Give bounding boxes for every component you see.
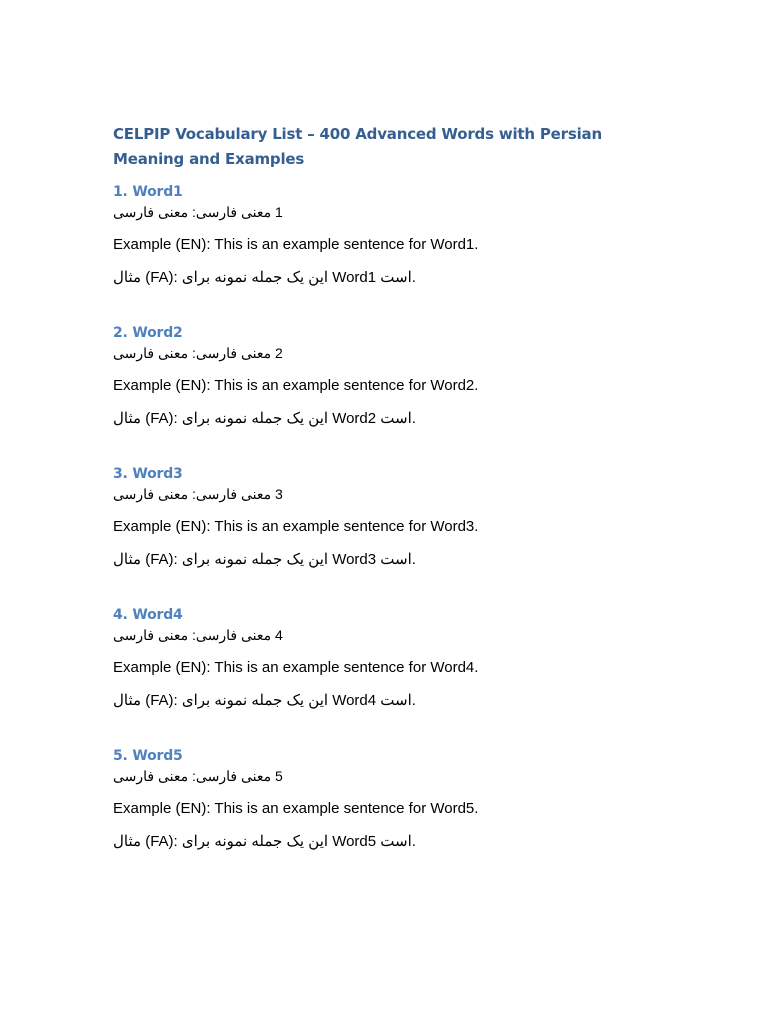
example-persian-label: مثال (FA):: [113, 551, 178, 568]
entry-example-english: Example (EN): This is an example sentence for Word3.: [113, 518, 479, 535]
entry-heading: 4. Word4: [113, 607, 183, 623]
entry-persian-meaning: 5 معنی فارسی: معنی فارسی: [113, 768, 283, 784]
entry-example-persian: [113, 690, 673, 712]
entry-heading: 2. Word2: [113, 325, 183, 341]
entry-example-persian: [113, 408, 673, 430]
entry-persian-meaning: 2 معنی فارسی: معنی فارسی: [113, 345, 283, 361]
entry-example-persian: [113, 831, 673, 853]
example-persian-label: مثال (FA):: [113, 692, 178, 709]
example-persian-label: مثال (FA):: [113, 269, 178, 286]
document-title: CELPIP Vocabulary List – 400 Advanced Words with Persian Meaning and Examples: [113, 125, 602, 168]
entry-heading: 5. Word5: [113, 748, 183, 764]
entry-heading: 3. Word3: [113, 466, 183, 482]
vocab-entry: [113, 324, 673, 430]
vocab-entry: [113, 606, 673, 712]
example-persian-text: این یک جمله نمونه برای Word1 است.: [181, 269, 416, 286]
entry-persian-meaning: 3 معنی فارسی: معنی فارسی: [113, 486, 283, 502]
example-persian-text: این یک جمله نمونه برای Word4 است.: [181, 692, 416, 709]
entry-heading: 1. Word1: [113, 184, 183, 200]
entry-example-english: Example (EN): This is an example sentence for Word4.: [113, 659, 479, 676]
example-persian-text: این یک جمله نمونه برای Word3 است.: [181, 551, 416, 568]
example-persian-label: مثال (FA):: [113, 833, 178, 850]
entry-example-persian: [113, 267, 673, 289]
document-page: [113, 122, 673, 888]
vocab-entry: [113, 747, 673, 853]
vocab-entry: [113, 465, 673, 571]
entry-example-english: Example (EN): This is an example sentence for Word2.: [113, 377, 479, 394]
entry-example-persian: [113, 549, 673, 571]
entry-persian-meaning: 4 معنی فارسی: معنی فارسی: [113, 627, 283, 643]
entry-example-english: Example (EN): This is an example sentence for Word5.: [113, 800, 479, 817]
example-persian-label: مثال (FA):: [113, 410, 178, 427]
vocab-entry: [113, 183, 673, 289]
entry-persian-meaning: 1 معنی فارسی: معنی فارسی: [113, 204, 283, 220]
entry-example-english: Example (EN): This is an example sentence for Word1.: [113, 236, 479, 253]
example-persian-text: این یک جمله نمونه برای Word2 است.: [181, 410, 416, 427]
example-persian-text: این یک جمله نمونه برای Word5 است.: [181, 833, 416, 850]
